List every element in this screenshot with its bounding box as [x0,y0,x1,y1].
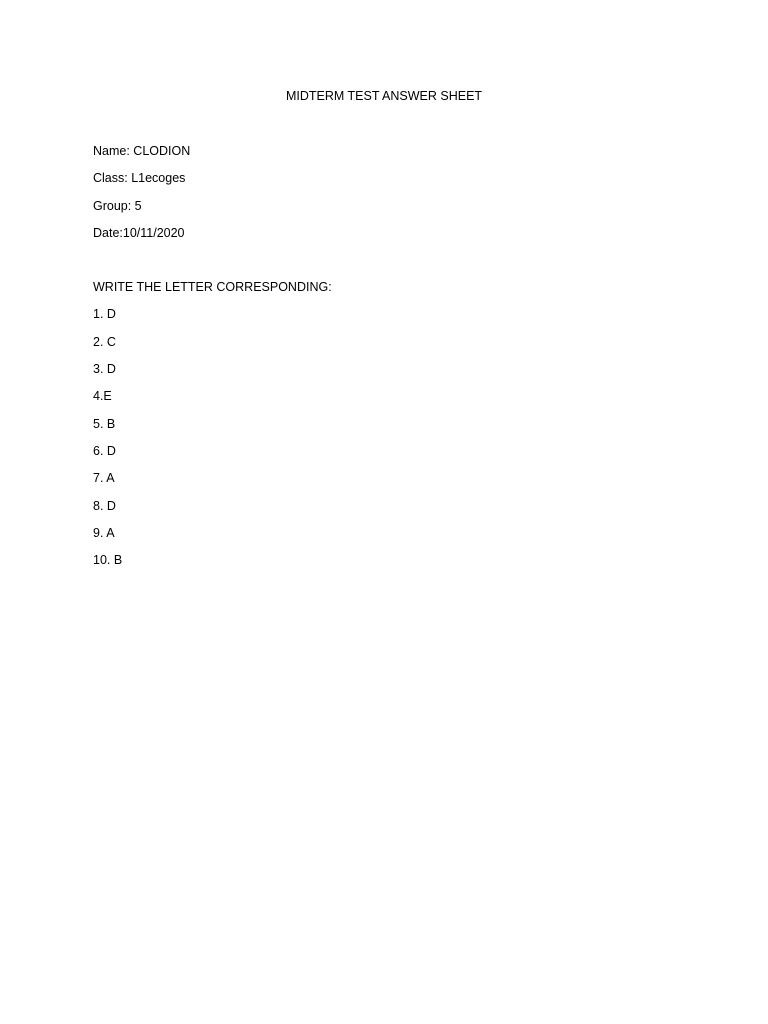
paragraph-spacer [93,252,693,279]
instruction-text: WRITE THE LETTER CORRESPONDING: [93,280,332,295]
answer-list [93,306,693,579]
document-title: MIDTERM TEST ANSWER SHEET [285,89,483,103]
answer-item: 10. B [93,553,123,568]
answer-item: 6. D [93,443,116,458]
answer-item: 1. D [93,307,116,322]
student-name: Name: CLODION [93,144,191,158]
student-class: Class: L1ecoges [93,171,186,186]
answer-item: 3. D [93,362,116,377]
answer-item: 2. C [93,334,116,349]
student-group: Group: 5 [93,198,142,213]
test-date: Date:10/11/2020 [93,225,185,240]
answer-item: 5. B [93,416,116,431]
answer-item: 4.E [93,389,112,404]
answer-item: 7. A [93,471,115,486]
answer-item: 8. D [93,498,116,513]
answer-item: 9. A [93,525,115,540]
document-body [93,143,693,579]
